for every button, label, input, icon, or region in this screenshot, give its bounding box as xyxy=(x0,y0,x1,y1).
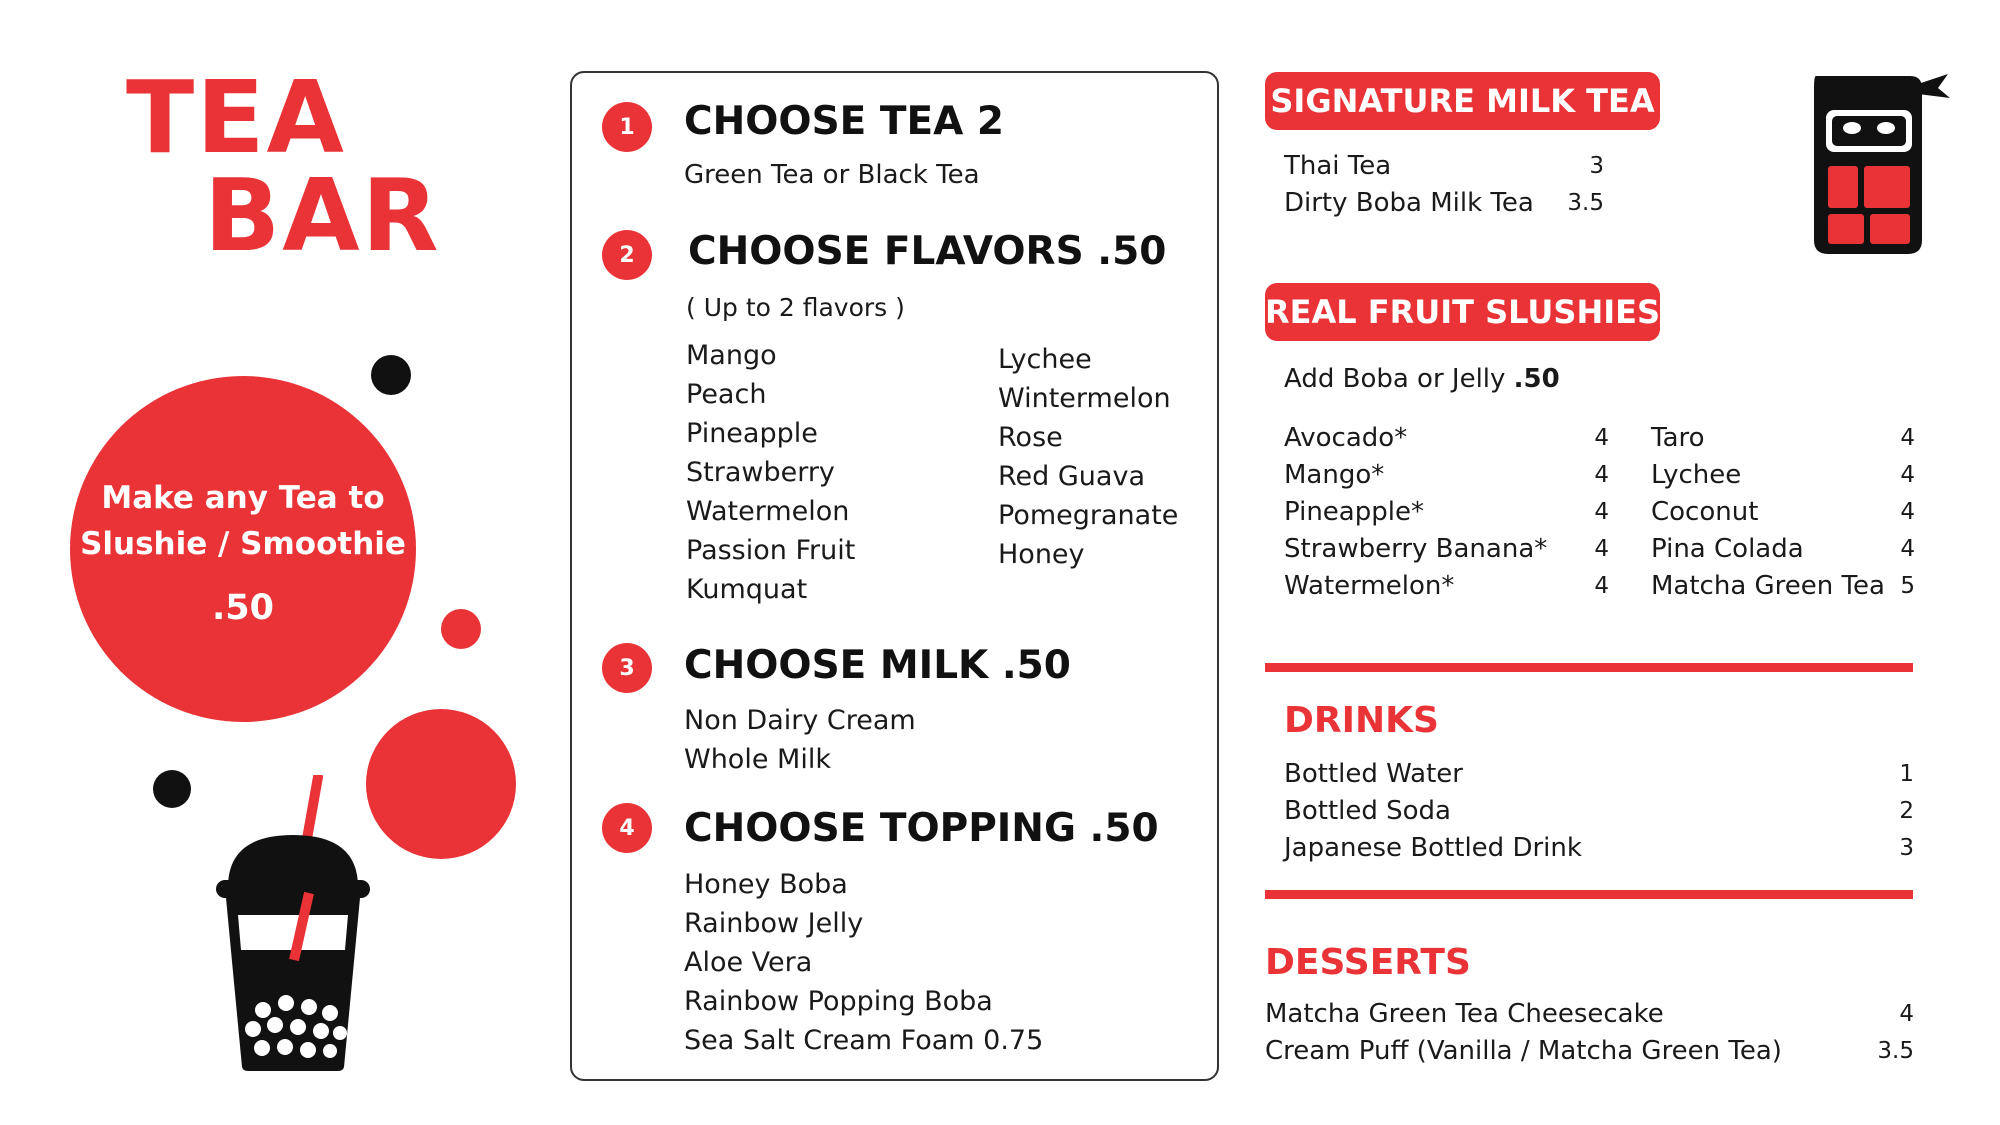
drinks-title: DRINKS xyxy=(1284,700,1439,741)
item-price: 4 xyxy=(1594,462,1609,488)
step-3-title: CHOOSE MILK .50 xyxy=(684,643,1071,688)
flavor-item: Pomegranate xyxy=(998,500,1179,531)
item-name: Dirty Boba Milk Tea xyxy=(1284,188,1534,218)
item-price: 4 xyxy=(1900,536,1915,562)
item-price: 1 xyxy=(1899,761,1914,787)
menu-row xyxy=(1284,568,1609,605)
item-price: 4 xyxy=(1594,536,1609,562)
item-name: Pineapple* xyxy=(1284,497,1424,527)
item-name: Bottled Water xyxy=(1284,759,1463,789)
section-divider xyxy=(1265,663,1913,672)
item-price: 2 xyxy=(1899,798,1914,824)
topping-item: Aloe Vera xyxy=(684,947,813,978)
slushies-column-2 xyxy=(1651,420,1915,605)
real-fruit-slushies-header: REAL FRUIT SLUSHIES xyxy=(1265,283,1660,341)
bubble-red-medium xyxy=(366,709,516,859)
menu-row xyxy=(1284,793,1914,830)
item-name: Cream Puff (Vanilla / Matcha Green Tea) xyxy=(1265,1036,1782,1066)
item-name: Strawberry Banana* xyxy=(1284,534,1548,564)
topping-item: Rainbow Popping Boba xyxy=(684,986,993,1017)
drinks-list xyxy=(1284,756,1914,867)
flavor-item: Honey xyxy=(998,539,1085,570)
menu-row xyxy=(1651,420,1915,457)
step-1-badge: 1 xyxy=(602,102,652,152)
step-2-badge: 2 xyxy=(602,230,652,280)
addon-label: Add Boba or Jelly xyxy=(1284,364,1506,394)
step-1-subtitle: Green Tea or Black Tea xyxy=(684,160,980,190)
menu-row xyxy=(1651,494,1915,531)
flavor-item: Mango xyxy=(686,340,777,371)
bubble-red-small xyxy=(441,609,481,649)
ninja-mascot-icon xyxy=(1806,70,1952,256)
signature-milk-tea-header: SIGNATURE MILK TEA xyxy=(1265,72,1660,130)
item-name: Coconut xyxy=(1651,497,1759,527)
flavor-item: Kumquat xyxy=(686,574,808,605)
item-price: 3 xyxy=(1589,153,1604,179)
menu-row xyxy=(1651,531,1915,568)
item-name: Pina Colada xyxy=(1651,534,1804,564)
menu-row xyxy=(1651,568,1915,605)
item-name: Taro xyxy=(1651,423,1705,453)
item-price: 3.5 xyxy=(1877,1038,1914,1064)
boba-cup-icon xyxy=(208,775,378,1075)
menu-row xyxy=(1265,1033,1914,1070)
desserts-list xyxy=(1265,996,1914,1070)
menu-row xyxy=(1284,457,1609,494)
item-name: Avocado* xyxy=(1284,423,1408,453)
signature-list xyxy=(1284,148,1604,222)
topping-item: Honey Boba xyxy=(684,869,848,900)
flavors-column-1 xyxy=(686,336,855,609)
item-price: 3.5 xyxy=(1567,190,1604,216)
topping-item: Sea Salt Cream Foam 0.75 xyxy=(684,1025,1044,1056)
menu-row xyxy=(1284,420,1609,457)
flavor-item: Passion Fruit xyxy=(686,535,856,566)
flavor-item: Wintermelon xyxy=(998,383,1171,414)
flavors-column-2 xyxy=(998,340,1178,574)
menu-row xyxy=(1265,996,1914,1033)
item-price: 4 xyxy=(1900,499,1915,525)
item-name: Japanese Bottled Drink xyxy=(1284,833,1582,863)
menu-row xyxy=(1284,531,1609,568)
item-price: 4 xyxy=(1594,573,1609,599)
item-name: Bottled Soda xyxy=(1284,796,1451,826)
flavor-item: Red Guava xyxy=(998,461,1145,492)
item-name: Lychee xyxy=(1651,460,1742,490)
bubble-black-1 xyxy=(371,355,411,395)
item-price: 4 xyxy=(1899,1001,1914,1027)
milk-item: Whole Milk xyxy=(684,744,831,775)
logo-bar: BAR xyxy=(204,157,441,274)
section-divider xyxy=(1265,890,1913,899)
menu-row xyxy=(1284,185,1604,222)
menu-row xyxy=(1284,756,1914,793)
slushies-column-1 xyxy=(1284,420,1609,605)
menu-row xyxy=(1284,148,1604,185)
menu-row xyxy=(1284,830,1914,867)
item-price: 4 xyxy=(1900,425,1915,451)
item-name: Mango* xyxy=(1284,460,1385,490)
flavor-item: Pineapple xyxy=(686,418,818,449)
topping-item: Rainbow Jelly xyxy=(684,908,864,939)
promo-price: .50 xyxy=(211,588,274,628)
item-price: 4 xyxy=(1594,499,1609,525)
item-name: Watermelon* xyxy=(1284,571,1455,601)
flavor-item: Rose xyxy=(998,422,1063,453)
item-price: 4 xyxy=(1900,462,1915,488)
step-2-note: ( Up to 2 flavors ) xyxy=(686,293,905,322)
slushies-addon xyxy=(1284,364,1560,394)
promo-line-1: Make any Tea to xyxy=(101,480,385,516)
logo-tea: TEA xyxy=(126,59,346,176)
promo-line-2: Slushie / Smoothie xyxy=(80,526,406,562)
item-name: Matcha Green Tea xyxy=(1651,571,1885,601)
bubble-black-2 xyxy=(153,770,191,808)
step-4-badge: 4 xyxy=(602,803,652,853)
addon-price: .50 xyxy=(1513,364,1560,394)
item-name: Thai Tea xyxy=(1284,151,1392,181)
flavor-item: Strawberry xyxy=(686,457,835,488)
item-price: 3 xyxy=(1899,835,1914,861)
item-price: 5 xyxy=(1900,573,1915,599)
menu-row xyxy=(1284,494,1609,531)
item-name: Matcha Green Tea Cheesecake xyxy=(1265,999,1664,1029)
menu-row xyxy=(1651,457,1915,494)
desserts-title: DESSERTS xyxy=(1265,942,1471,983)
step-2-title: CHOOSE FLAVORS .50 xyxy=(688,229,1167,274)
topping-list xyxy=(684,865,1043,1060)
step-1-title: CHOOSE TEA 2 xyxy=(684,99,1005,144)
flavor-item: Watermelon xyxy=(686,496,850,527)
milk-item: Non Dairy Cream xyxy=(684,705,916,736)
promo-bubble xyxy=(70,376,416,722)
item-price: 4 xyxy=(1594,425,1609,451)
milk-list xyxy=(684,701,916,779)
flavor-item: Peach xyxy=(686,379,767,410)
flavor-item: Lychee xyxy=(998,344,1092,375)
step-4-title: CHOOSE TOPPING .50 xyxy=(684,806,1159,851)
step-3-badge: 3 xyxy=(602,643,652,693)
